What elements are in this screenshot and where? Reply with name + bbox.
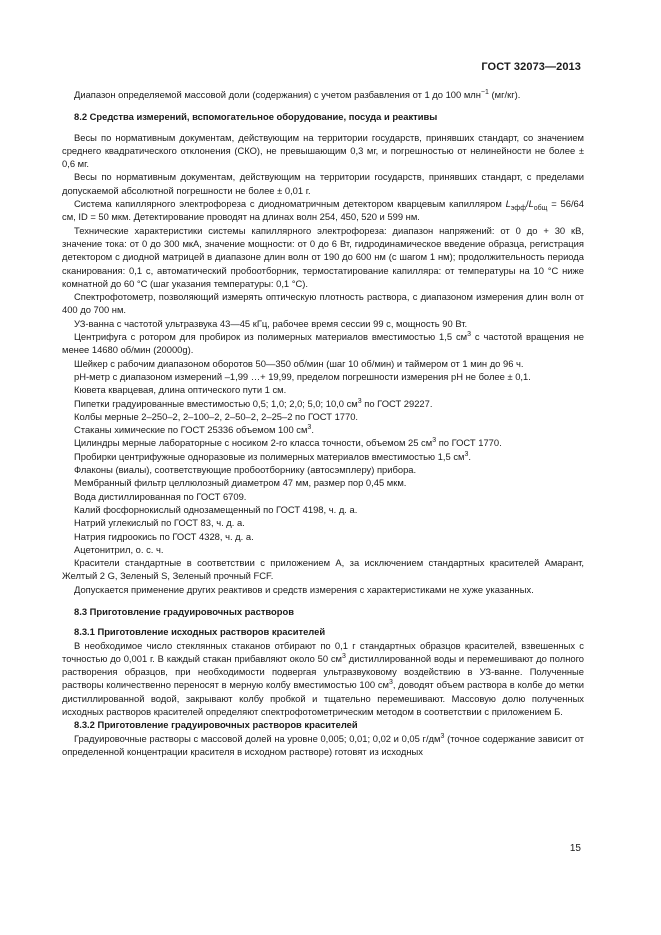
paragraph-water: Вода дистиллированная по ГОСТ 6709. [74, 490, 247, 502]
paragraph-cylinders: Цилиндры мерные лабораторные с носиком 2-го класса точности, объемом 25 $см^3$ по ГОСТ 1770. [74, 437, 502, 449]
paragraph-acetonitrile: Ацетонитрил, о. с. ч. [74, 543, 164, 555]
paragraph-spectrophotometer: Спектрофотометр, позволяющий измерять оптическую плотность раствора, с диапазоном измерения длин волн от 400 до 700 нм. [62, 291, 584, 316]
paragraph-flasks: Колбы мерные 2–250–2, 2–100–2, 2–50–2, 2–25–2 по ГОСТ 1770. [74, 410, 359, 422]
document-body [62, 88, 584, 758]
paragraph-centrifuge: Центрифуга с ротором для пробирок из полимерных материалов вместимостью 1,5 $см^3$ с частотой вращения не менее 14680 об/мин (20000g). [62, 330, 584, 356]
section-heading-8-3-2: 8.3.2 Приготовление градуировочных растворов красителей [74, 719, 358, 731]
paragraph-tubes: Пробирки центрифужные одноразовые из полимерных материалов вместимостью 1,5 $см^3$. [74, 450, 471, 462]
paragraph-ce-specs: Технические характеристики системы капиллярного электрофореза: диапазон напряжений: от 0 до + 30 кВ, значение тока: от 0 до 300 мкА, значение мощности: от 0 до 6 Вт, гидродинамическое введение образца, регистрация детектором с диодной матрицей в диапазоне длин волн от 190 до 600 нм (с шагом 1 нм); продолжительность периода сканирования: 0,1 с, автоматический пробоотборник, термостатирование капилляра: от температуры на 10 °С ниже комнатной до 60 °С (шаг указания температуры: 0,1 °С). [62, 224, 584, 289]
section-heading-8-3: 8.3 Приготовление градуировочных растворов [74, 605, 294, 617]
section-heading-8-2: 8.2 Средства измерений, вспомогательное оборудование, посуда и реактивы [74, 111, 438, 123]
section-heading-8-3-1: 8.3.1 Приготовление исходных растворов красителей [74, 626, 326, 638]
page-number: 15 [569, 843, 581, 854]
paragraph-potassium-phosphate: Калий фосфорнокислый однозамещенный по ГОСТ 4198, ч. д. а. [74, 503, 358, 515]
paragraph-sodium-hydroxide: Натрия гидроокись по ГОСТ 4328, ч. д. а. [74, 530, 254, 542]
paragraph-ce-system: Система капиллярного электрофореза с диодноматричным детектором кварцевым капилляром $L_{эфф}/L_{общ} = 56/64$ см, ID = 50 мкм. Детектирование проводят на длинах волн 254, 450, 520 и 599 нм. [62, 198, 584, 223]
paragraph-shaker: Шейкер с рабочим диапазоном оборотов 50—350 об/мин (шаг 10 об/мин) и таймером от 1 мин до 96 ч. [74, 357, 524, 369]
paragraph-dyes: Красители стандартные в соответствии с приложением А, за исключением стандартных красителей Амарант, Желтый 2 G, Зеленый S, Зеленый прочный FCF. [62, 557, 584, 582]
paragraph-range: Диапазон определяемой массовой доли (содержания) с учетом разбавления от 1 до 100 млн$^{-1}$ (мг/кг). [74, 88, 521, 100]
paragraph-ph-meter: pH-метр с диапазоном измерений –1,99 …+ 19,99, пределом погрешности измерения pH не более ± 0,1. [74, 370, 531, 382]
document-header: ГОСТ 32073—2013 [481, 61, 581, 73]
paragraph-calibration-solutions: Градуировочные растворы с массовой долей на уровне 0,005; 0,01; 0,02 и 0,05 $г/дм^3$ (точное содержание зависит от определенной концентрации красителя в исходном растворе) готовят из исходных [62, 732, 584, 757]
paragraph-pipettes: Пипетки градуированные вместимостью 0,5; 1,0; 2,0; 5,0; 10,0 $см^3$ по ГОСТ 29227. [74, 397, 433, 409]
paragraph-cuvette: Кювета кварцевая, длина оптического пути 1 см. [74, 384, 287, 396]
paragraph-vials: Флаконы (виалы), соответствующие пробоотборнику (автосэмплеру) прибора. [74, 464, 417, 476]
paragraph-us-bath: УЗ-ванна с частотой ультразвука 43—45 кГц, рабочее время сессии 99 с, мощность 90 Вт. [74, 317, 468, 329]
paragraph-scales-1: Весы по нормативным документам, действующим на территории государств, принявших стандарт, со значением среднего квадратического отклонения (СКО), не превышающим 0,3 мг, и погрешностью от нелинейности не более ± 0,6 мг. [62, 131, 584, 170]
paragraph-filter: Мембранный фильтр целлюлозный диаметром 47 мм, размер пор 0,45 мкм. [74, 477, 407, 489]
paragraph-scales-2: Весы по нормативным документам, действующим на территории государств, принявших стандарт, с пределами допускаемой абсолютной погрешности не более ± 0,01 г. [62, 171, 584, 196]
paragraph-beakers: Стаканы химические по ГОСТ 25336 объемом 100 $см^3$. [74, 424, 314, 436]
paragraph-stock-solutions: В необходимое число стеклянных стаканов отбирают по 0,1 г стандартных образцов красителей, взвешенных с точностью до 0,001 г. В каждый стакан прибавляют около 50 $см^3$ дистиллированной воды и перемешивают до полного растворения образцов, при необходимости подвергая ультразвуковому воздействию в УЗ-ванне. Полученные растворы количественно переносят в мерную колбу вместимостью 100 $см^3$, доводят объем раствора в колбе до метки дистиллированной водой, закрывают колбу пробкой и тщательно перемешивают. Массовую долю полученных исходных растворов красителей определяют спектрофотометрическим методом в соответствии с приложением Б. [62, 639, 585, 718]
paragraph-alternatives: Допускается применение других реактивов и средств измерения с характеристиками не хуже указанных. [74, 583, 534, 595]
paragraph-sodium-carbonate: Натрий углекислый по ГОСТ 83, ч. д. а. [74, 517, 245, 529]
